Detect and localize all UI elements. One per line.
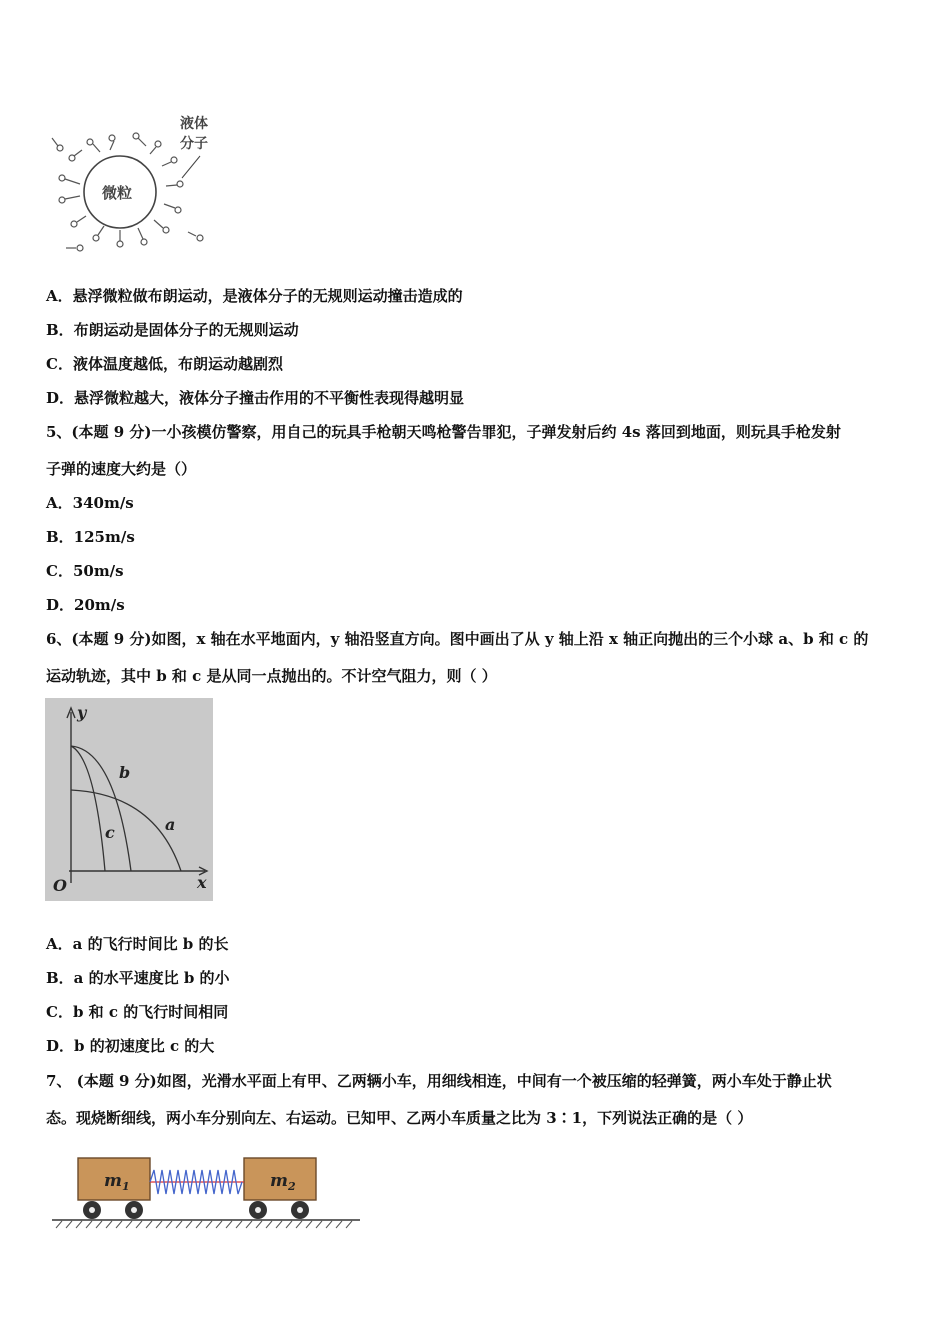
particle-label: 微粒: [102, 184, 133, 202]
curve-b-label: b: [119, 763, 131, 782]
spring: [150, 1170, 242, 1194]
brownian-motion-figure: [50, 108, 220, 254]
q6-stem-line2: 运动轨迹，其中 b 和 c 是从同一点抛出的。不计空气阻力，则（ ）: [46, 667, 497, 685]
liquid-label: 液体: [180, 116, 208, 132]
q5-option-d: D．20m/s: [46, 596, 125, 614]
cart-2-label: $m_2$: [270, 1171, 296, 1193]
q4-option-c: C．液体温度越低，布朗运动越剧烈: [46, 355, 283, 373]
q6-option-c: C．b 和 c 的飞行时间相同: [46, 1003, 229, 1021]
molecule-label: 分子: [180, 136, 208, 152]
q6-option-d: D．b 的初速度比 c 的大: [46, 1037, 215, 1055]
q6-option-a: A．a 的飞行时间比 b 的长: [46, 935, 229, 953]
q4-option-a: A．悬浮微粒做布朗运动，是液体分子的无规则运动撞击造成的: [46, 287, 463, 305]
q5-option-c: C．50m/s: [46, 562, 124, 580]
q5-option-a: A．340m/s: [46, 494, 134, 512]
q5-stem-line1: 5、(本题 9 分)一小孩模仿警察，用自己的玩具手枪朝天鸣枪警告罪犯，子弹发射后约 4s 落回到地面，则玩具手枪发射: [46, 423, 841, 441]
x-axis-label: x: [197, 873, 207, 892]
q5-option-b: B．125m/s: [46, 528, 135, 546]
origin-label: O: [53, 876, 67, 895]
q5-stem-line2: 子弹的速度大约是（）: [46, 460, 197, 478]
q6-stem-line1: 6、(本题 9 分)如图，x 轴在水平地面内，y 轴沿竖直方向。图中画出了从 y 轴上沿 x 轴正向抛出的三个小球 a、b 和 c 的: [46, 630, 869, 648]
curve-a-label: a: [165, 815, 176, 834]
y-axis-label: y: [77, 703, 87, 722]
ground-hatching: [56, 1221, 352, 1228]
q6-option-b: B．a 的水平速度比 b 的小: [46, 969, 230, 987]
q4-option-b: B．布朗运动是固体分子的无规则运动: [46, 321, 299, 339]
curve-c-label: c: [105, 823, 115, 842]
wheels: [83, 1201, 309, 1219]
cart-1-label: $m_1$: [104, 1171, 130, 1193]
projectile-figure: [45, 698, 213, 901]
q7-stem-line2: 态。现烧断细线，两小车分别向左、右运动。已知甲、乙两小车质量之比为 3∶1，下列说法正确的是（ ）: [46, 1109, 753, 1127]
carts-spring-figure: [48, 1150, 364, 1236]
q4-option-d: D．悬浮微粒越大，液体分子撞击作用的不平衡性表现得越明显: [46, 389, 465, 407]
q7-stem-line1: 7、 (本题 9 分)如图，光滑水平面上有甲、乙两辆小车，用细线相连，中间有一个被压缩的轻弹簧，两小车处于静止状: [46, 1072, 832, 1090]
